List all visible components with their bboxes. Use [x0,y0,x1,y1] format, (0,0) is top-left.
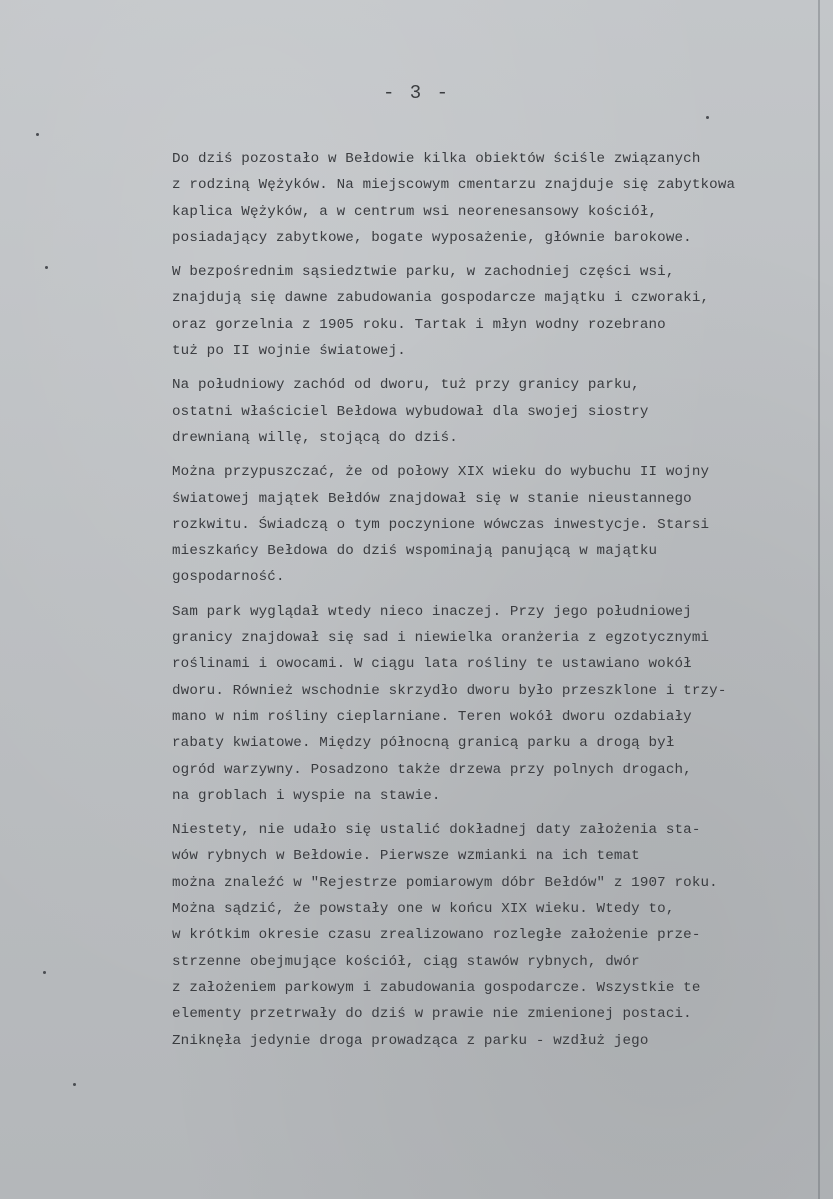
paragraph-2 [172,259,822,364]
text-line: oraz gorzelnia z 1905 roku. Tartak i młyn wodny rozebrano [172,316,666,333]
text-line: Na południowy zachód od dworu, tuż przy granicy parku, [172,377,640,394]
text-line: gospodarność. [172,569,285,586]
paragraph-3 [172,372,822,451]
text-line: ogród warzywny. Posadzono także drzewa przy polnych drogach, [172,761,692,778]
text-line: mieszkańcy Bełdowa do dziś wspominają panującą w majątku [172,543,658,560]
text-line: z założeniem parkowym i zabudowania gospodarcze. Wszystkie te [172,979,701,996]
typed-text-body [172,146,822,1054]
text-line: wów rybnych w Bełdowie. Pierwsze wzmianki na ich temat [172,848,640,865]
text-line: Do dziś pozostało w Bełdowie kilka obiektów ściśle związanych [172,151,701,167]
text-line: Niestety, nie udało się ustalić dokładnej daty założenia sta- [172,822,701,839]
text-line: kaplica Wężyków, a w centrum wsi neorenesansowy kościół, [172,203,658,220]
text-line: roślinami i owocami. W ciągu lata rośliny te ustawiano wokół [172,656,692,673]
text-line: na groblach i wyspie na stawie. [172,787,441,804]
page-number: - 3 - [382,82,450,104]
paper-speck [706,116,709,119]
text-line: mano w nim rośliny cieplarniane. Teren wokół dworu ozdabiały [172,708,692,725]
text-line: rabaty kwiatowe. Między północną granicą parku a drogą był [172,735,675,752]
text-line: strzenne obejmujące kościół, ciąg stawów rybnych, dwór [172,953,640,970]
text-line: posiadający zabytkowe, bogate wyposażenie, głównie barokowe. [172,229,692,246]
text-line: Sam park wyglądał wtedy nieco inaczej. Przy jego południowej [172,603,692,620]
text-line: Można sądzić, że powstały one w końcu XIX wieku. Wtedy to, [172,901,675,918]
paragraph-4 [172,459,822,590]
text-line: w krótkim okresie czasu zrealizowano rozległe założenie prze- [172,927,701,944]
text-line: Zniknęła jedynie droga prowadząca z parku - wzdłuż jego [172,1032,649,1049]
text-line: ostatni właściciel Bełdowa wybudował dla swojej siostry [172,403,649,420]
text-line: można znaleźć w "Rejestrze pomiarowym dóbr Bełdów" z 1907 roku. [172,874,718,891]
text-line: Można przypuszczać, że od połowy XIX wieku do wybuchu II wojny [172,464,710,481]
text-line: tuż po II wojnie światowej. [172,343,406,360]
text-line: elementy przetrwały do dziś w prawie nie zmienionej postaci. [172,1006,692,1023]
paragraph-5 [172,599,822,809]
text-line: W bezpośrednim sąsiedztwie parku, w zachodniej części wsi, [172,264,675,281]
paragraph-1 [172,146,822,251]
text-line: znajdują się dawne zabudowania gospodarcze majątku i czworaki, [172,290,710,307]
paper-speck [73,1083,76,1086]
paper-speck [43,971,46,974]
text-line: światowej majątek Bełdów znajdował się w stanie nieustannego [172,490,692,507]
paragraph-6 [172,817,822,1054]
text-line: rozkwitu. Świadczą o tym poczynione wówczas inwestycje. Starsi [172,516,710,533]
text-line: z rodziną Wężyków. Na miejscowym cmentarzu znajduje się zabytkowa [172,177,736,194]
text-line: drewnianą willę, stojącą do dziś. [172,429,458,446]
paper-speck [45,266,48,269]
text-line: granicy znajdował się sad i niewielka oranżeria z egzotycznymi [172,630,710,647]
text-line: dworu. Również wschodnie skrzydło dworu było przeszklone i trzy- [172,682,727,699]
paper-speck [36,133,39,136]
